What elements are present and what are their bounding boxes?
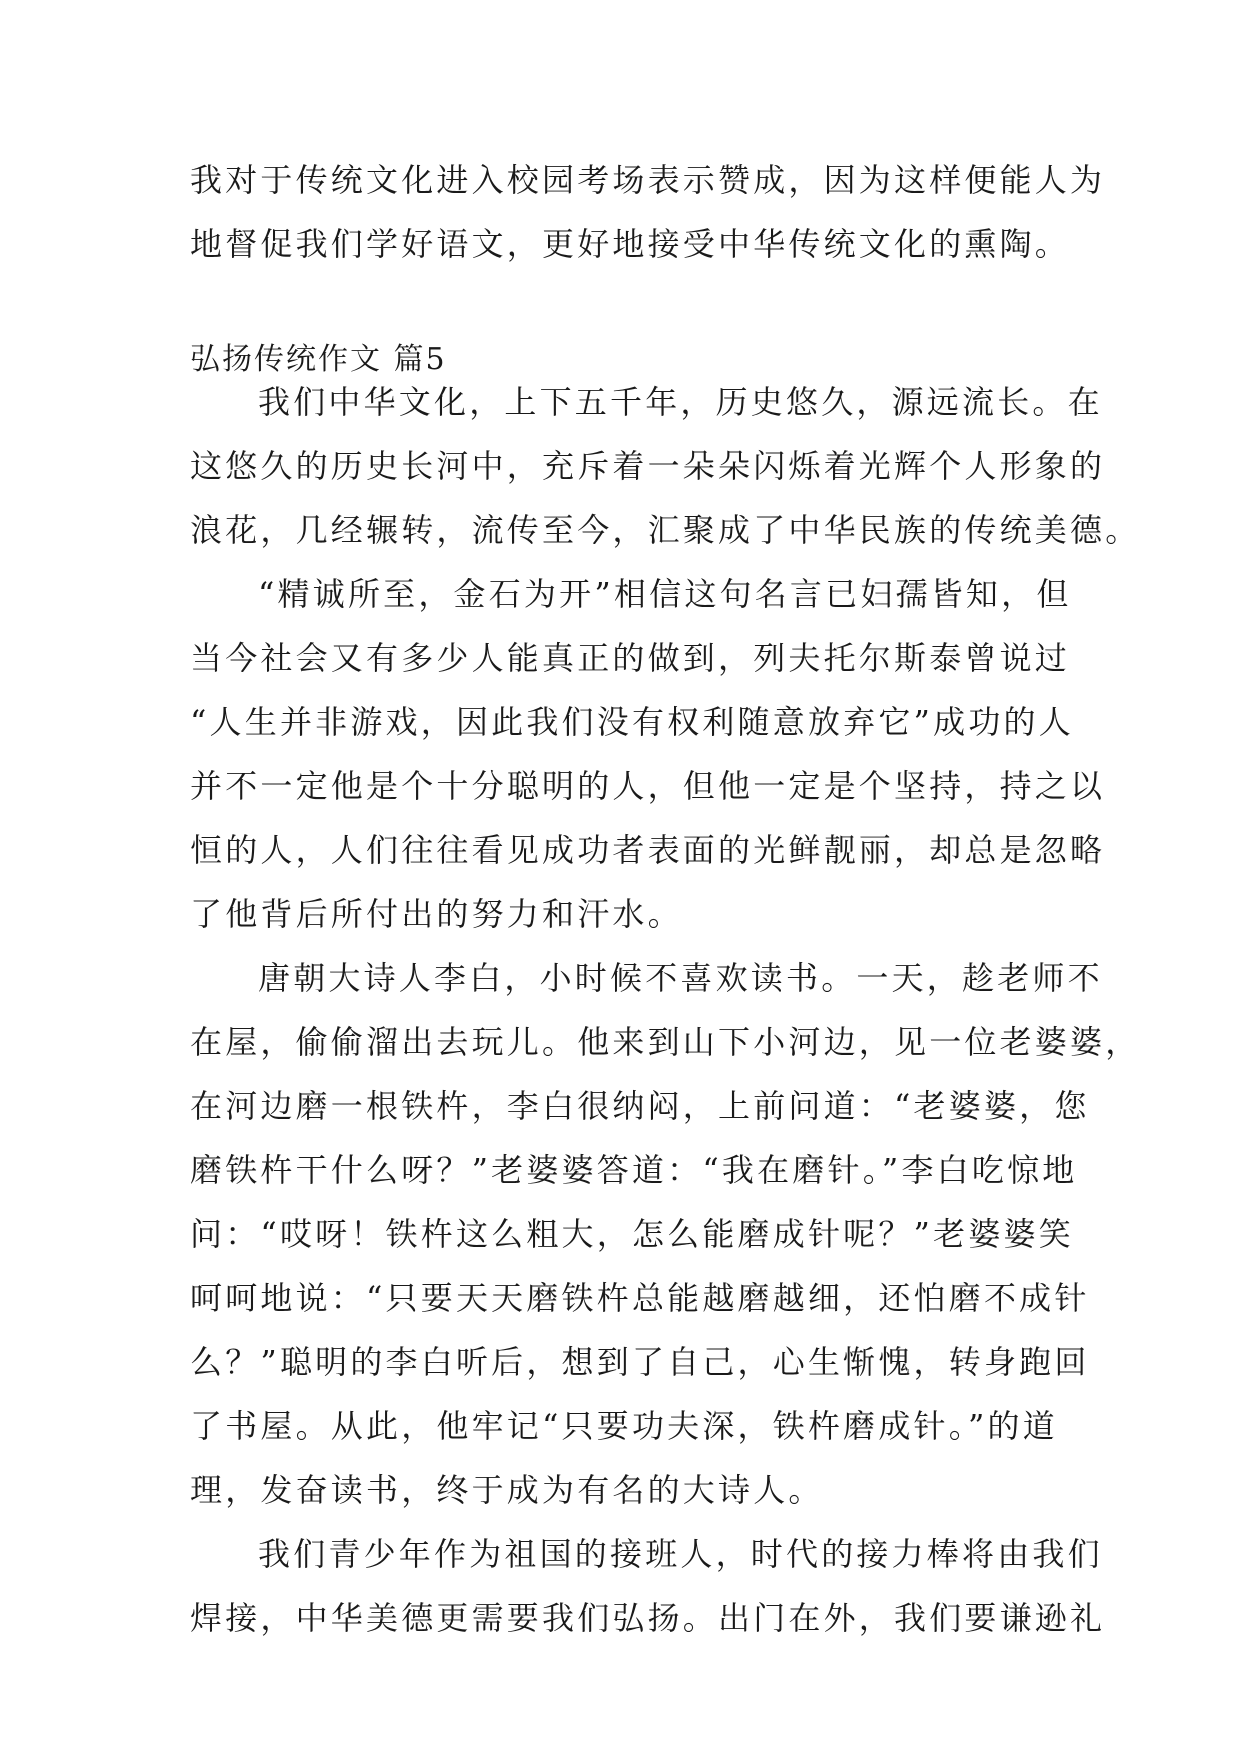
paragraph-line: 唐朝大诗人李白，小时候不喜欢读书。一天，趁老师不 [258,959,1103,997]
paragraph-line: “人生并非游戏，因此我们没有权利随意放弃它”成功的人 [190,703,1074,741]
paragraph-line: 问：“哎呀！铁杵这么粗大，怎么能磨成针呢？”老婆婆笑 [190,1215,1074,1253]
paragraph-line: 我们青少年作为祖国的接班人，时代的接力棒将由我们 [258,1535,1103,1573]
paragraph-line: 么？”聪明的李白听后，想到了自己，心生惭愧，转身跑回 [190,1343,1090,1381]
paragraph-1 [190,370,1141,562]
paragraph-line: “精诚所至，金石为开”相信这句名言已妇孺皆知，但 [258,575,1072,613]
paragraph-line: 并不一定他是个十分聪明的人，但他一定是个坚持，持之以 [190,767,1106,805]
paragraph-line: 地督促我们学好语文，更好地接受中华传统文化的熏陶。 [190,225,1071,263]
paragraph-line: 在河边磨一根铁杵，李白很纳闷，上前问道：“老婆婆，您 [190,1087,1090,1125]
intro-paragraph [190,148,1106,276]
paragraph-line: 恒的人，人们往往看见成功者表面的光鲜靓丽，却总是忽略 [190,831,1106,869]
section-title: 弘扬传统作文 篇5 [190,342,447,377]
paragraph-line: 焊接，中华美德更需要我们弘扬。出门在外，我们要谦逊礼 [190,1599,1106,1637]
paragraph-line: 我对于传统文化进入校园考场表示赞成，因为这样便能人为 [190,161,1106,199]
paragraph-line: 当今社会又有多少人能真正的做到，列夫托尔斯泰曾说过 [190,639,1071,677]
paragraph-2 [190,562,1106,946]
paragraph-line: 呵呵地说：“只要天天磨铁杵总能越磨越细，还怕磨不成针 [190,1279,1090,1317]
paragraph-line: 磨铁杵干什么呀？”老婆婆答道：“我在磨针。”李白吃惊地 [190,1151,1078,1189]
paragraph-line: 理，发奋读书，终于成为有名的大诗人。 [190,1471,824,1509]
paragraph-line: 在屋，偷偷溜出去玩儿。他来到山下小河边，见一位老婆婆， [190,1023,1141,1061]
paragraph-4 [190,1522,1106,1650]
paragraph-3 [190,946,1141,1522]
paragraph-line: 了书屋。从此，他牢记“只要功夫深，铁杵磨成针。”的道 [190,1407,1058,1445]
paragraph-line: 这悠久的历史长河中，充斥着一朵朵闪烁着光辉个人形象的 [190,447,1106,485]
paragraph-line: 浪花，几经辗转，流传至今，汇聚成了中华民族的传统美德。 [190,511,1141,549]
paragraph-line: 了他背后所付出的努力和汗水。 [190,895,683,933]
paragraph-line: 我们中华文化，上下五千年，历史悠久，源远流长。在 [258,383,1103,421]
